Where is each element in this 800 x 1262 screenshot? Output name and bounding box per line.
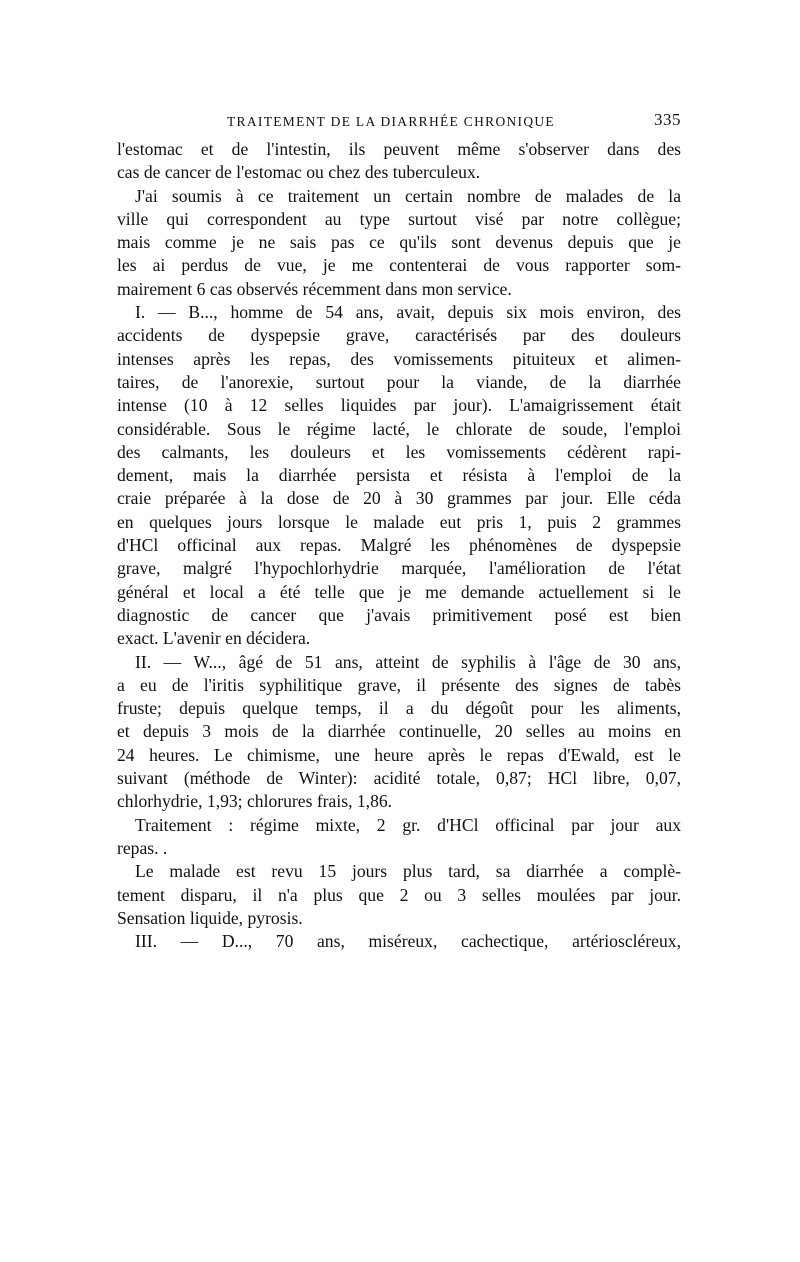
text-line: J'ai soumis à ce traitement un certain nombre de malades de la [135, 185, 681, 206]
document-page [117, 110, 681, 953]
text-line: Sensation liquide, pyrosis. [117, 907, 303, 928]
text-line: cas de cancer de l'estomac ou chez des tuberculeux. [117, 162, 481, 183]
body-text [117, 138, 681, 953]
text-line: chlorhydrie, 1,93; chlorures frais, 1,86. [117, 791, 393, 812]
text-line: diagnostic de cancer que j'avais primitivement posé est bien [117, 604, 681, 625]
text-line: grave, malgré l'hypochlorhydrie marquée, l'amélioration de l'état [117, 558, 681, 579]
text-line: Le malade est revu 15 jours plus tard, sa diarrhée a complè- [135, 861, 681, 882]
text-line: I. — B..., homme de 54 ans, avait, depuis six mois environ, des [135, 302, 681, 323]
text-line: ville qui correspondent au type surtout visé par notre collègue; [117, 208, 681, 229]
text-line: mairement 6 cas observés récemment dans mon service. [117, 278, 512, 299]
text-line: dement, mais la diarrhée persista et résista à l'emploi de la [117, 465, 681, 486]
text-line: général et local a été telle que je me demande actuellement si le [117, 581, 681, 602]
text-line: en quelques jours lorsque le malade eut pris 1, puis 2 grammes [117, 511, 681, 532]
text-line: et depuis 3 mois de la diarrhée continuelle, 20 selles au moins en [117, 721, 681, 742]
text-line: a eu de l'iritis syphilitique grave, il présente des signes de tabès [117, 674, 681, 695]
text-line: Traitement : régime mixte, 2 gr. d'HCl officinal par jour aux [135, 814, 681, 835]
text-line: les ai perdus de vue, je me contenterai de vous rapporter som- [117, 255, 681, 276]
text-line: mais comme je ne sais pas ce qu'ils sont devenus depuis que je [117, 232, 681, 253]
text-line: craie préparée à la dose de 20 à 30 grammes par jour. Elle céda [117, 488, 681, 509]
page-number: 335 [654, 110, 681, 129]
running-title: TRAITEMENT DE LA DIARRHÉE CHRONIQUE [227, 114, 555, 129]
text-line: II. — W..., âgé de 51 ans, atteint de syphilis à l'âge de 30 ans, [135, 651, 681, 672]
text-line: fruste; depuis quelque temps, il a du dégoût pour les aliments, [117, 698, 681, 719]
text-line: repas. . [117, 837, 168, 858]
text-line: considérable. Sous le régime lacté, le chlorate de soude, l'emploi [117, 418, 681, 439]
text-line: intense (10 à 12 selles liquides par jour). L'amaigrissement était [117, 395, 681, 416]
text-line: d'HCl officinal aux repas. Malgré les phénomènes de dyspepsie [117, 535, 681, 556]
text-line: tement disparu, il n'a plus que 2 ou 3 selles moulées par jour. [117, 884, 681, 905]
text-line: intenses après les repas, des vomissements pituiteux et alimen- [117, 348, 681, 369]
text-line: 24 heures. Le chimisme, une heure après le repas d'Ewald, est le [117, 744, 681, 765]
text-line: accidents de dyspepsie grave, caractérisés par des douleurs [117, 325, 681, 346]
text-line: l'estomac et de l'intestin, ils peuvent même s'observer dans des [117, 139, 681, 159]
running-header [117, 110, 681, 134]
text-line: exact. L'avenir en décidera. [117, 628, 311, 649]
text-line: taires, de l'anorexie, surtout pour la viande, de la diarrhée [117, 371, 681, 392]
text-line: III. — D..., 70 ans, miséreux, cachectique, artérioscléreux, [135, 931, 681, 952]
text-line: suivant (méthode de Winter): acidité totale, 0,87; HCl libre, 0,07, [117, 768, 681, 789]
text-line: des calmants, les douleurs et les vomissements cédèrent rapi- [117, 441, 681, 462]
